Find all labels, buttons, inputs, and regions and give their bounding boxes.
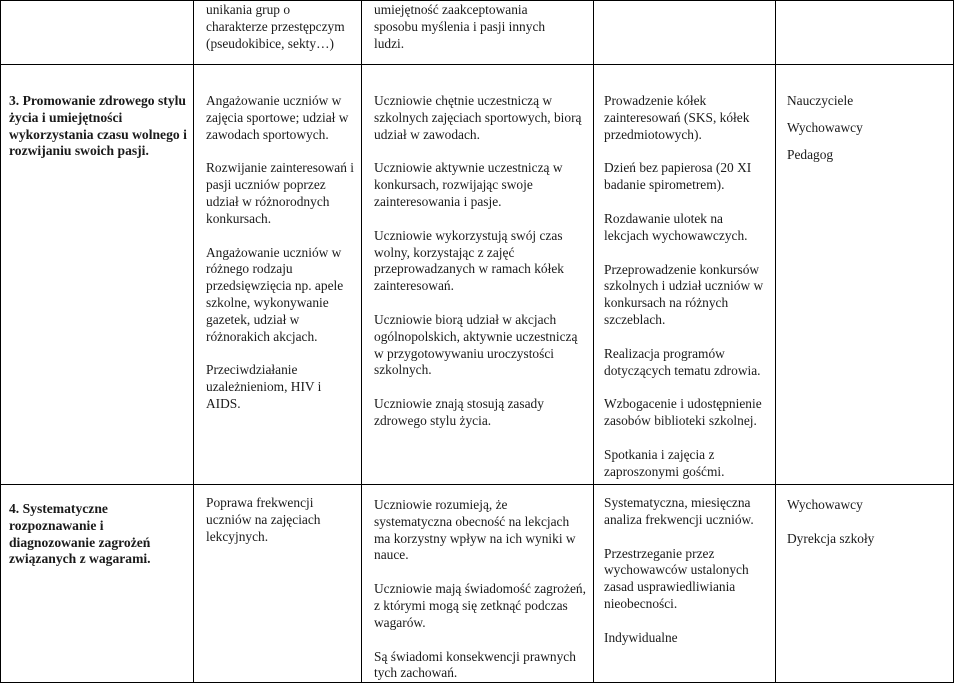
responsible-item: Pedagog [787,146,834,162]
row0-tasks-cell [194,1,362,65]
row0-forms-cell [594,1,776,65]
row2-forms-cell [594,485,776,683]
row2-responsible-cell [776,485,954,683]
row1-goal-cell [1,65,194,485]
effect-item: Uczniowie mają świadomość zagrożeń, z którymi mogą się zetknąć podczas wagarów. [374,581,586,630]
goal-3-text: 3. Promowanie zdrowego stylu życia i umiejętności wykorzystania czasu wolnego i rozwijaniu swoich pasji. [9,93,187,159]
form-item: Przeprowadzenie konkursów szkolnych i udział uczniów w konkursach na różnych szczeblach. [604,261,764,327]
form-item: Rozdawanie ulotek na lekcjach wychowawczych. [604,210,748,243]
responsible-item: Dyrekcja szkoły [787,530,875,546]
task-item: Przeciwdziałanie uzależnieniom, HIV i AIDS. [206,362,322,411]
row1-tasks-cell [194,65,362,485]
task-item: Rozwijanie zainteresowań i pasji uczniów poprzez udział w różnorodnych konkursach. [206,160,354,226]
form-item: Prowadzenie kółek zainteresowań (SKS, kółek przedmiotowych). [604,93,750,142]
row0-responsible-cell [776,1,954,65]
row2-tasks-cell [194,485,362,683]
form-item: Realizacja programów dotyczących tematu zdrowia. [604,345,761,378]
task-item: Angażowanie uczniów w różnego rodzaju przedsięwzięcia np. apele szkolne, wykonywanie gazetek, udział w różnorakich akcjach. [206,244,344,344]
row1-responsible-cell [776,65,954,485]
effect-item: Uczniowie biorą udział w akcjach ogólnopolskich, aktywnie uczestniczą w przygotowywaniu uroczystości szkolnych. [374,311,578,378]
form-item: Spotkania i zajęcia z zaproszonymi gośćmi. [604,446,725,479]
effect-item: Uczniowie chętnie uczestniczą w szkolnych zajęciach sportowych, biorą udział w zawodach. [374,93,582,142]
form-item: Dzień bez papierosa (20 XI badanie spirometrem). [604,160,752,193]
row0-effects-cell [362,1,594,65]
row1-forms-cell [594,65,776,485]
effect-item: Uczniowie aktywnie uczestniczą w konkursach, rozwijając swoje zainteresowania i pasje. [374,160,563,209]
row0-effects-text: umiejętność zaakceptowania sposobu myślenia i pasji innych ludzi. [374,2,546,51]
form-item: Przestrzeganie przez wychowawców ustalonych zasad usprawiedliwiania nieobecności. [604,545,749,611]
row0-goal-cell [1,1,194,65]
row0-tasks-text: unikania grup o charakterze przestępczym (pseudokibice, sekty…) [206,2,345,51]
table-row [1,65,954,485]
row2-goal-cell [1,485,194,683]
form-item: Wzbogacenie i udostępnienie zasobów biblioteki szkolnej. [604,396,762,429]
form-item: Systematyczna, miesięczna analiza frekwencji uczniów. [604,495,754,527]
row2-effects-cell [362,485,594,683]
responsible-item: Nauczyciele [787,93,854,108]
responsible-item: Wychowawcy [787,119,863,135]
form-item: Indywidualne [604,629,678,645]
goal-4-text: 4. Systematyczne rozpoznawanie i diagnozowanie zagrożeń związanych z wagarami. [9,501,151,567]
task-item: Angażowanie uczniów w zajęcia sportowe; udział w zawodach sportowych. [206,93,349,142]
effect-item: Uczniowie znają stosują zasady zdrowego stylu życia. [374,396,544,428]
table-row [1,1,954,65]
responsible-item: Wychowawcy [787,497,863,512]
effect-item: Uczniowie rozumieją, że systematyczna obecność na lekcjach ma korzystny wpływ na ich wyniki w nauce. [374,497,576,563]
effect-item: Uczniowie wykorzystują swój czas wolny, korzystając z zajęć przeprowadzanych w ramach kółek zainteresowań. [374,227,564,294]
table-row [1,485,954,683]
task-item: Poprawa frekwencji uczniów na zajęciach lekcyjnych. [206,495,321,544]
row1-effects-cell [362,65,594,485]
effect-item: Są świadomi konsekwencji prawnych tych zachowań. [374,648,576,681]
